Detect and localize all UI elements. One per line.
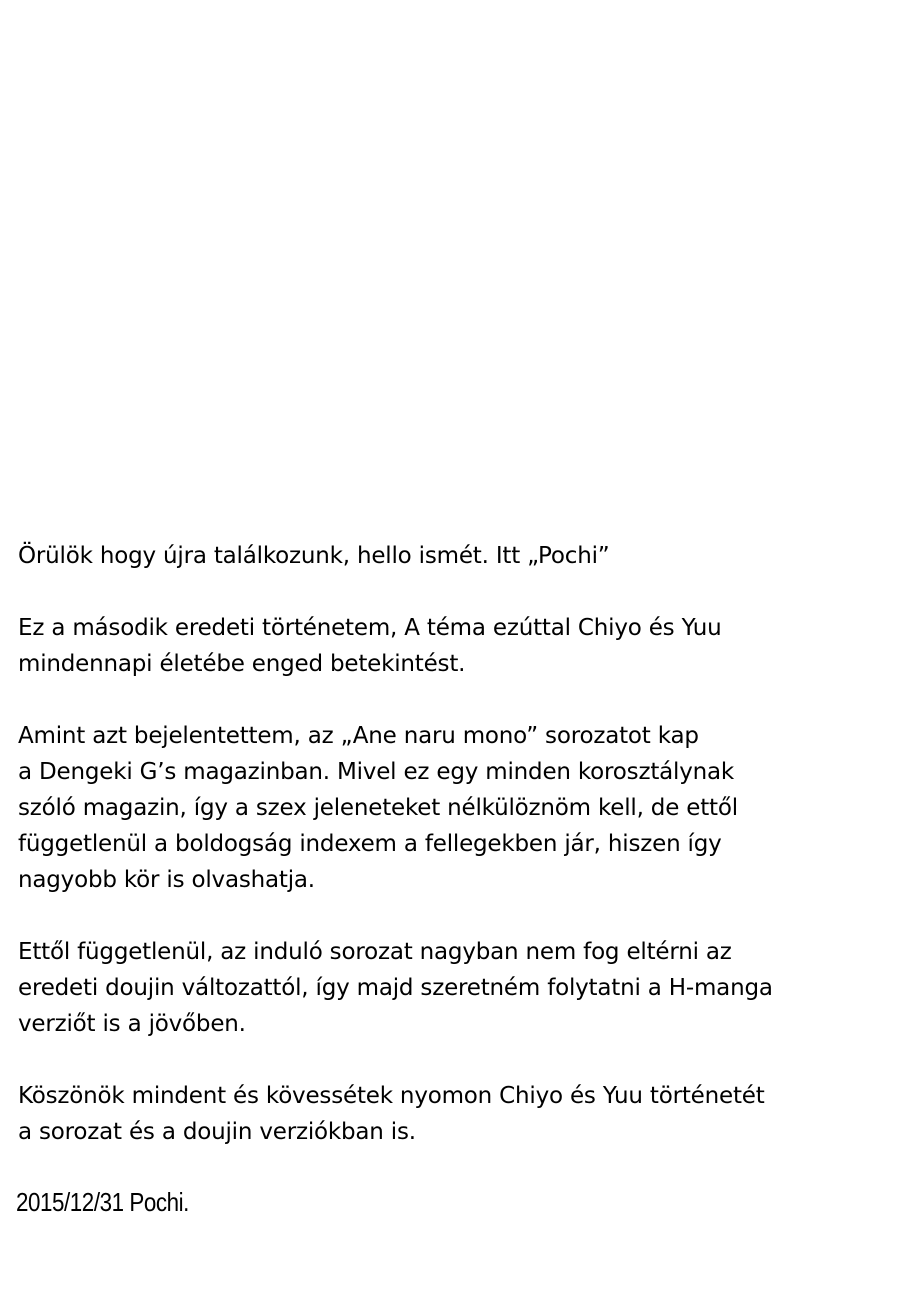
text-line: nagyobb kör is olvashatja. (18, 867, 315, 893)
text-line: szóló magazin, így a szex jeleneteket nélkülöznöm kell, de ettől (18, 795, 738, 821)
text-line: eredeti doujin változattól, így majd szeretném folytatni a H-manga (18, 975, 773, 1001)
text-line: Örülök hogy újra találkozunk, hello ismét. Itt „Pochi” (18, 543, 610, 569)
paragraph-thanks (18, 1078, 893, 1150)
text-line: Ez a második eredeti történetem, A téma ezúttal Chiyo és Yuu (18, 615, 722, 641)
paragraph-story-intro (18, 610, 893, 682)
text-line: Ettől függetlenül, az induló sorozat nagyban nem fog eltérni az (18, 939, 732, 965)
text-line: függetlenül a boldogság indexem a fellegekben jár, hiszen így (18, 831, 722, 857)
signature-date: 2015/12/31 Pochi. (16, 1187, 189, 1217)
afterword-text (18, 538, 893, 1186)
paragraph-serialization (18, 718, 893, 898)
text-line: Köszönök mindent és kövessétek nyomon Chiyo és Yuu történetét (18, 1083, 765, 1109)
paragraph-greeting (18, 538, 893, 574)
text-line: verziőt is a jövőben. (18, 1011, 246, 1037)
paragraph-future-plans (18, 934, 893, 1042)
text-line: a Dengeki G’s magazinban. Mivel ez egy minden korosztálynak (18, 759, 735, 785)
text-line: a sorozat és a doujin verziókban is. (18, 1119, 416, 1145)
text-line: mindennapi életébe enged betekintést. (18, 651, 466, 677)
text-line: Amint azt bejelentettem, az „Ane naru mono” sorozatot kap (18, 723, 699, 749)
